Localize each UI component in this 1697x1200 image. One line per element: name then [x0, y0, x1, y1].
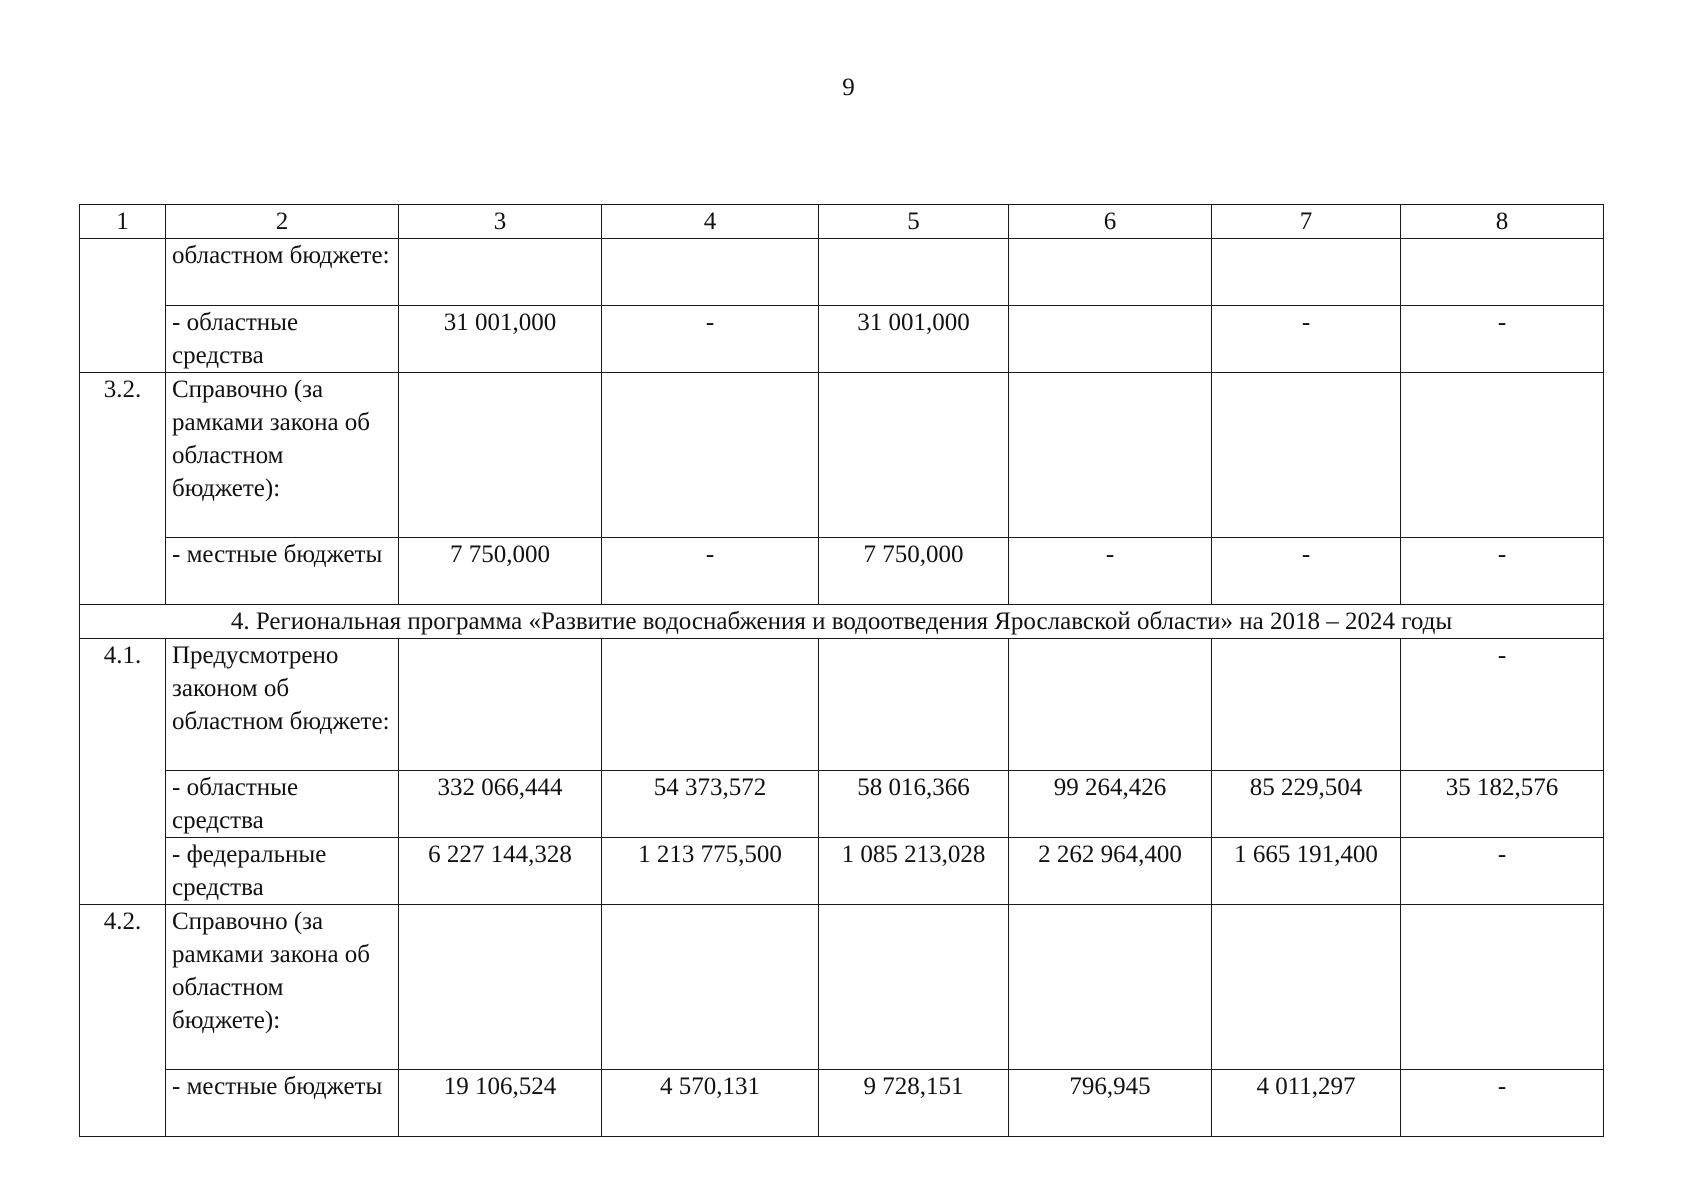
- column-number: 8: [1401, 205, 1604, 239]
- section-title: 4. Региональная программа «Развитие водоснабжения и водоотведения Ярославской области» на 2018 – 2024 годы: [80, 605, 1604, 639]
- value-cell: 9 728,151: [819, 1070, 1009, 1137]
- value-cell: [1212, 639, 1401, 771]
- table-row: [80, 538, 1604, 605]
- value-cell: [1401, 373, 1604, 538]
- row-label: - местные бюджеты: [166, 1070, 399, 1137]
- row-number-cell: [80, 1070, 166, 1137]
- row-label: Справочно (за рамками закона об областном бюджете):: [166, 905, 399, 1070]
- value-cell: [819, 373, 1009, 538]
- budget-table: [79, 204, 1604, 1137]
- value-cell: 7 750,000: [399, 538, 602, 605]
- column-number: 1: [80, 205, 166, 239]
- row-label: - местные бюджеты: [166, 538, 399, 605]
- row-label: областном бюджете:: [166, 239, 399, 306]
- table-row: [80, 771, 1604, 838]
- value-cell: -: [1212, 306, 1401, 373]
- value-cell: 1 085 213,028: [819, 838, 1009, 905]
- value-cell: [1009, 639, 1212, 771]
- row-number: 4.1.: [80, 639, 166, 771]
- value-cell: [1212, 239, 1401, 306]
- value-cell: 58 016,366: [819, 771, 1009, 838]
- value-cell: [602, 639, 819, 771]
- row-number-cell: [80, 771, 166, 838]
- table-row: [80, 373, 1604, 538]
- page-number: 9: [842, 74, 855, 101]
- value-cell: [1212, 373, 1401, 538]
- value-cell: 4 570,131: [602, 1070, 819, 1137]
- table-row: [80, 306, 1604, 373]
- column-number: 6: [1009, 205, 1212, 239]
- value-cell: [819, 905, 1009, 1070]
- column-number: 3: [399, 205, 602, 239]
- value-cell: 31 001,000: [399, 306, 602, 373]
- column-number: 7: [1212, 205, 1401, 239]
- table-row: [80, 905, 1604, 1070]
- table-row: [80, 1070, 1604, 1137]
- row-number-cell: [80, 239, 166, 306]
- value-cell: [1009, 239, 1212, 306]
- value-cell: [399, 239, 602, 306]
- value-cell: [819, 239, 1009, 306]
- value-cell: -: [1401, 306, 1604, 373]
- value-cell: [1009, 306, 1212, 373]
- value-cell: -: [1009, 538, 1212, 605]
- column-number: 2: [166, 205, 399, 239]
- value-cell: -: [1212, 538, 1401, 605]
- row-label: - областные средства: [166, 306, 399, 373]
- value-cell: 7 750,000: [819, 538, 1009, 605]
- value-cell: 6 227 144,328: [399, 838, 602, 905]
- row-number-cell: [80, 538, 166, 605]
- table-row: [80, 639, 1604, 771]
- value-cell: [399, 373, 602, 538]
- value-cell: -: [602, 538, 819, 605]
- value-cell: [602, 373, 819, 538]
- row-label: Предусмотрено законом об областном бюджете:: [166, 639, 399, 771]
- row-number: 4.2.: [80, 905, 166, 1070]
- value-cell: -: [1401, 538, 1604, 605]
- value-cell: [399, 639, 602, 771]
- value-cell: 85 229,504: [1212, 771, 1401, 838]
- row-label: - федеральные средства: [166, 838, 399, 905]
- row-number-cell: [80, 838, 166, 905]
- value-cell: -: [602, 306, 819, 373]
- value-cell: 31 001,000: [819, 306, 1009, 373]
- value-cell: 1 665 191,400: [1212, 838, 1401, 905]
- value-cell: 332 066,444: [399, 771, 602, 838]
- value-cell: [1009, 905, 1212, 1070]
- value-cell: -: [1401, 1070, 1604, 1137]
- table-row: [80, 239, 1604, 306]
- table-row: [80, 838, 1604, 905]
- value-cell: 35 182,576: [1401, 771, 1604, 838]
- value-cell: -: [1401, 639, 1604, 771]
- value-cell: 796,945: [1009, 1070, 1212, 1137]
- section-row: [80, 605, 1604, 639]
- value-cell: [602, 905, 819, 1070]
- value-cell: 2 262 964,400: [1009, 838, 1212, 905]
- row-number-cell: [80, 306, 166, 373]
- value-cell: 4 011,297: [1212, 1070, 1401, 1137]
- value-cell: [1009, 373, 1212, 538]
- value-cell: 1 213 775,500: [602, 838, 819, 905]
- value-cell: 19 106,524: [399, 1070, 602, 1137]
- value-cell: -: [1401, 838, 1604, 905]
- row-number: 3.2.: [80, 373, 166, 538]
- value-cell: [1401, 239, 1604, 306]
- column-number: 4: [602, 205, 819, 239]
- value-cell: 99 264,426: [1009, 771, 1212, 838]
- row-label: - областные средства: [166, 771, 399, 838]
- value-cell: [819, 639, 1009, 771]
- value-cell: [399, 905, 602, 1070]
- value-cell: [1401, 905, 1604, 1070]
- value-cell: [602, 239, 819, 306]
- row-label: Справочно (за рамками закона об областном бюджете):: [166, 373, 399, 538]
- column-number-row: [80, 205, 1604, 239]
- column-number: 5: [819, 205, 1009, 239]
- value-cell: 54 373,572: [602, 771, 819, 838]
- value-cell: [1212, 905, 1401, 1070]
